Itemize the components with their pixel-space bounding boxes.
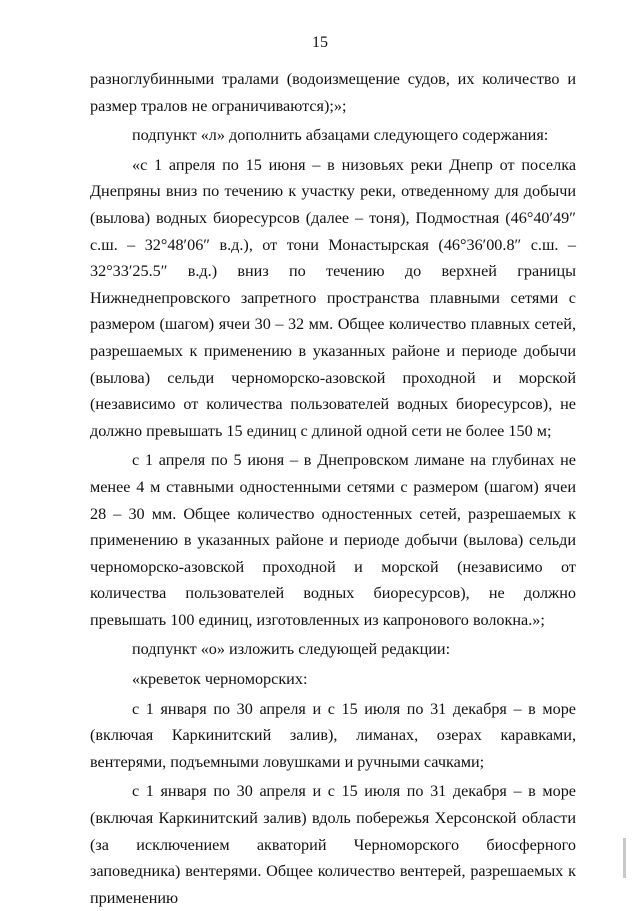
paragraph-dnieper-drift-nets: «с 1 апреля по 15 июня – в низовьях реки Днепр от поселка Днепряны вниз по течению к участку реки, отведенному для добычи (вылова) водных биоресурсов (далее – тоня), Подмостная (46°40′49″ с.ш. – 32°48′06″ в.д.), от тони Монастырская (46°36′00.8″ с.ш. – 32°33′25.5″ в.д.) вниз по течению до верхней границы Нижнеднепровского запретного пространства плавными сетями с размером (шагом) ячеи 30 – 32 мм. Общее количество плавных сетей, разрешаемых к применению в указанных районе и периоде добычи (вылова) сельди черноморско-азовской проходной и морской (независимо от количества пользователей водных биоресурсов), не должно превышать 15 единиц с длиной одной сети не более 150 м;	[90, 155, 576, 440]
paragraph-subclause-o-intro: подпункт «о» изложить следующей редакции:	[132, 640, 451, 659]
paragraph-shrimp-kherson-coast: с 1 января по 30 апреля и с 15 июля по 31 декабря – в море (включая Каркинитский залив) вдоль побережья Херсонской области (за исключением акваторий Черноморского биосферного заповедника) вентерями. Общее количество вентерей, разрешаемых к применению	[90, 782, 576, 907]
paragraph-subclause-l-intro: подпункт «л» дополнить абзацами следующего содержания:	[132, 126, 549, 145]
paragraph-trawl-continuation: разноглубинными тралами (водоизмещение судов, их количество и размер тралов не ограничиваются);»;	[90, 70, 576, 115]
scan-edge-mark	[623, 838, 626, 878]
document-body	[90, 66, 576, 911]
paragraph-dnieper-estuary-set-nets: с 1 апреля по 5 июня – в Днепровском лимане на глубинах не менее 4 м ставными одностенными сетями с размером (шагом) ячеи 28 – 30 мм. Общее количество одностенных сетей, разрешаемых к применению в указанных районе и периоде добычи (вылова) сельди черноморско-азовской проходной и морской (независимо от количества пользователей водных биоресурсов), не должно превышать 100 единиц, изготовленных из капронового волокна.»;	[90, 451, 576, 629]
page-number: 15	[312, 34, 328, 51]
paragraph-black-sea-shrimp-heading: «креветок черноморских:	[132, 670, 308, 689]
paragraph-shrimp-gear-sea-lagoons: с 1 января по 30 апреля и с 15 июля по 31 декабря – в море (включая Каркинитский залив), лиманах, озерах каравками, вентерями, подъемными ловушками и ручными сачками;	[90, 699, 576, 771]
